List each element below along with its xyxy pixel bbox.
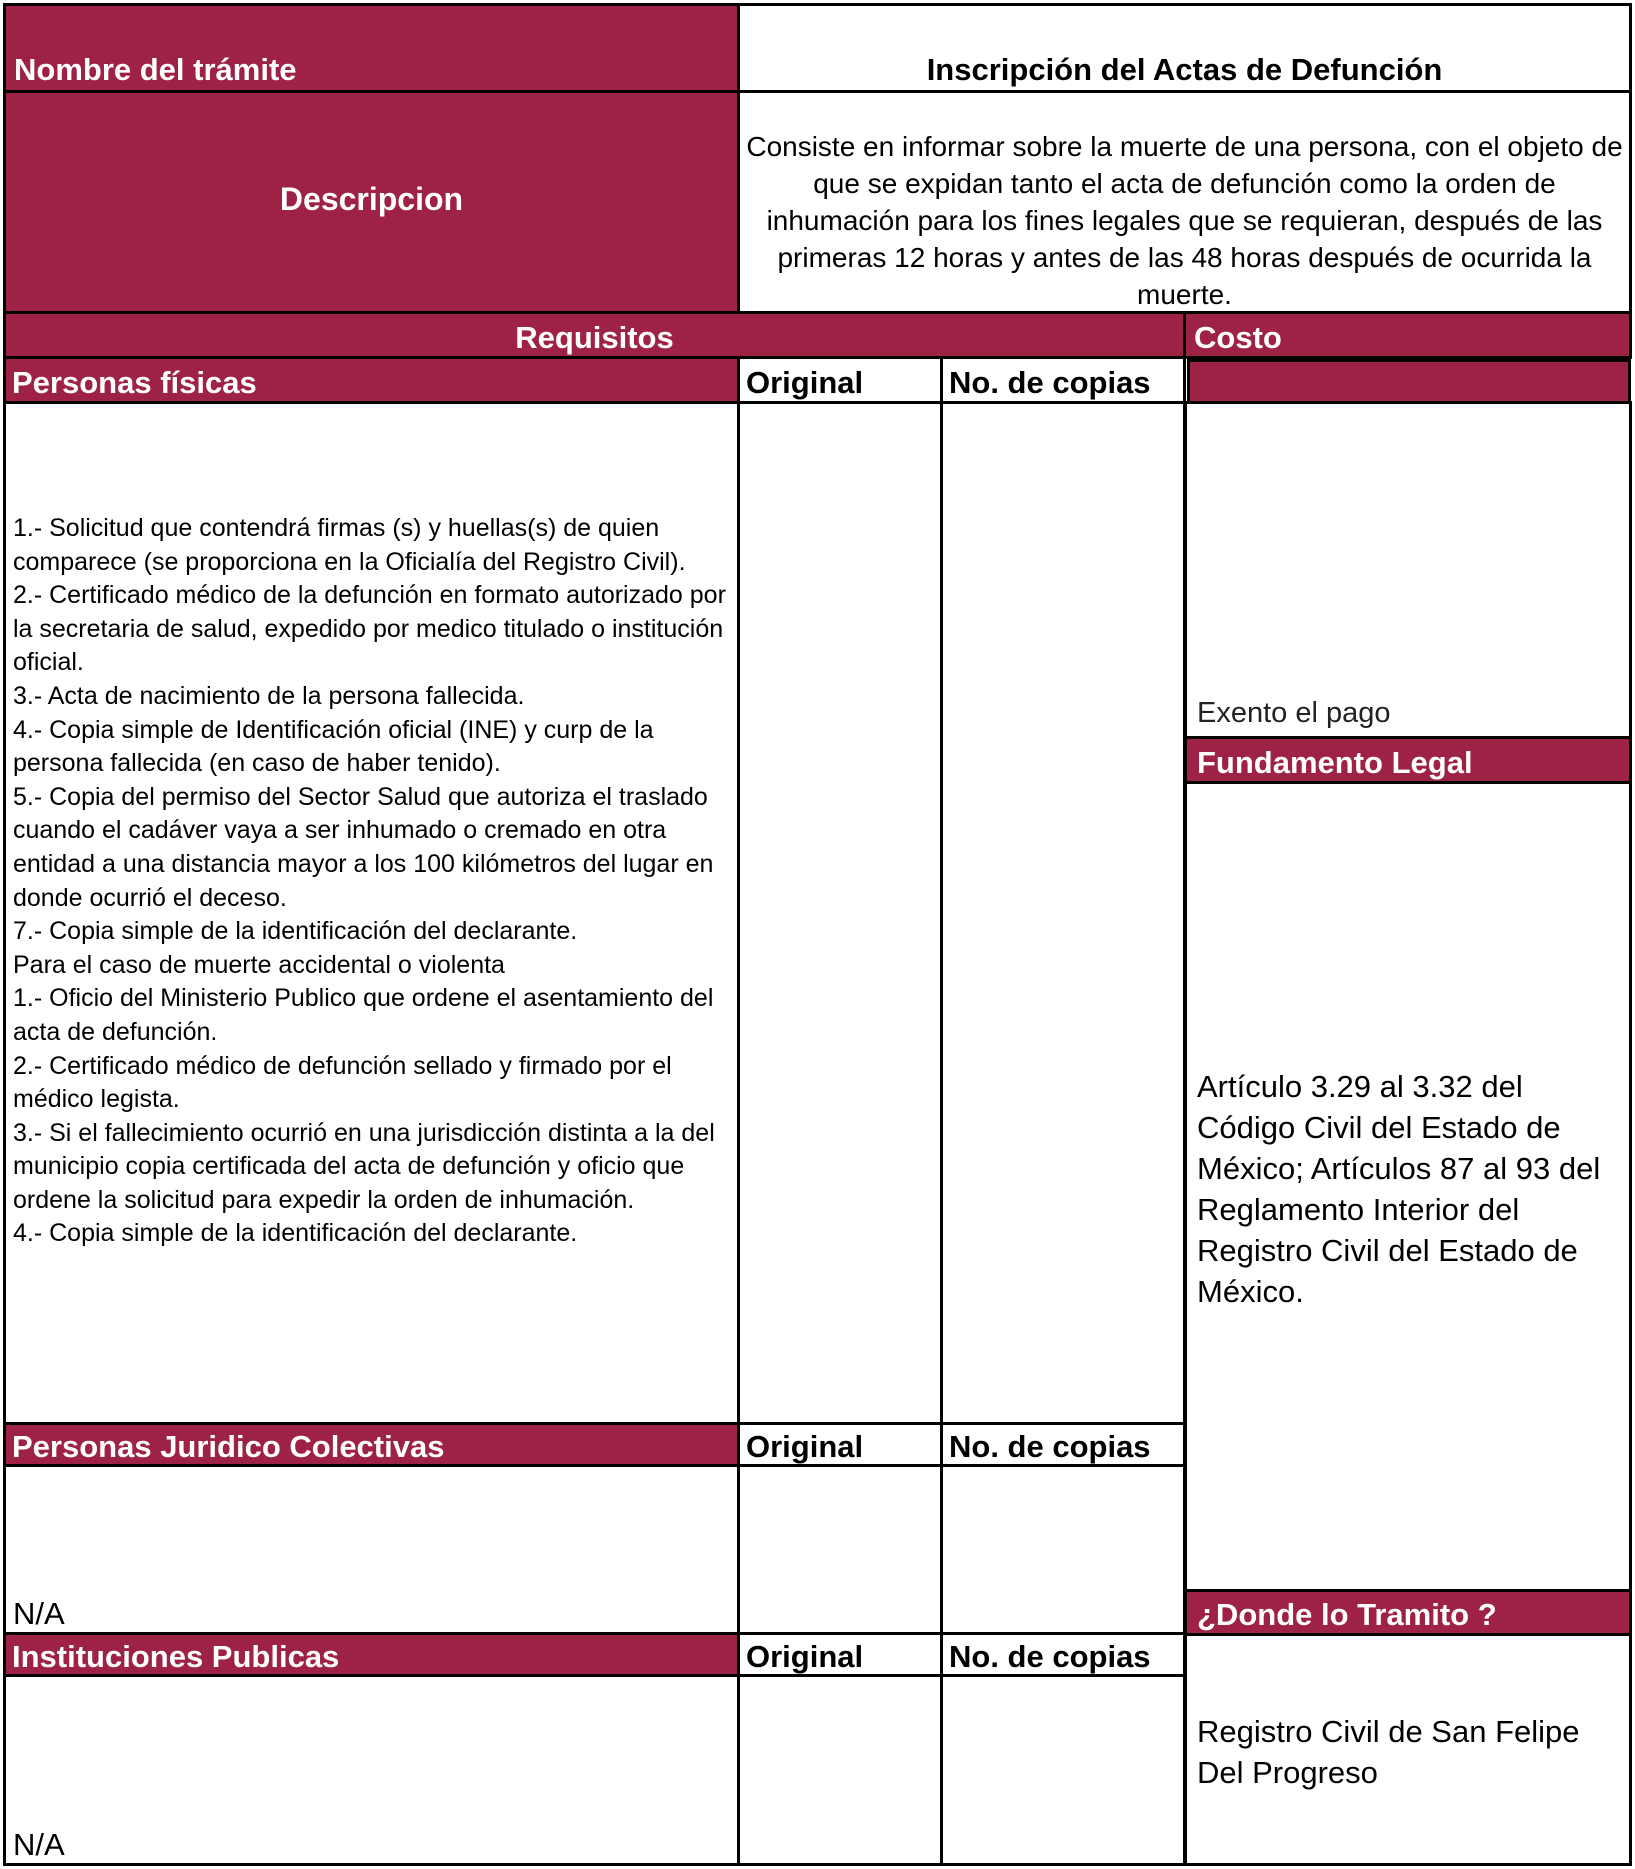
requirement-line: 2.- Certificado médico de defunción sellado y firmado por el médico legista. [13,1051,672,1114]
tramite-name-value: Inscripción del Actas de Defunción [926,52,1443,87]
tramite-name-label-cell [3,3,740,93]
costo-value-cell [1184,401,1632,739]
juridicas-copias-header [940,1422,1186,1467]
description-label: Descripcion [279,181,464,217]
juridicas-original-label: Original [746,1429,864,1464]
juridicas-value-cell [3,1464,740,1635]
fisicas-original-label: Original [746,365,864,400]
juridicas-header [3,1422,740,1467]
requirement-line: Para el caso de muerte accidental o violenta [13,950,505,979]
fisicas-copias-label: No. de copias [949,365,1151,400]
personas-fisicas-title: Personas físicas [12,365,257,400]
costo-header [1183,311,1632,359]
instituciones-copias-header [940,1632,1186,1677]
description-label-cell [3,90,740,314]
instituciones-title: Instituciones Publicas [12,1639,340,1674]
fundamento-header [1184,736,1632,784]
juridicas-copias-cell [940,1464,1186,1635]
instituciones-original-header [737,1632,943,1677]
fisicas-copias-cell [940,401,1186,1425]
requirement-line: 2.- Certificado médico de la defunción en formato autorizado por la secretaria de salud, expedido por medico titulado o institución oficial. [13,581,726,677]
fisicas-original-header [737,356,943,404]
costo-title: Costo [1194,320,1282,355]
personas-fisicas-header [3,356,740,404]
donde-value-cell [1184,1633,1632,1866]
requisitos-title: Requisitos [515,320,674,355]
tramite-name-label: Nombre del trámite [14,52,297,87]
instituciones-header [3,1632,740,1677]
instituciones-original-label: Original [746,1639,864,1674]
donde-header [1184,1589,1632,1636]
fundamento-value-cell [1184,781,1632,1592]
costo-subheader [1187,359,1631,404]
juridicas-title: Personas Juridico Colectivas [12,1429,445,1464]
description-value: Consiste en informar sobre la muerte de una persona, con el objeto de que se expidan tanto el acta de defunción como la orden de inhumación para los fines legales que se requieran, después de las primeras 12 horas y antes de las 48 horas después de ocurrida la muerte. [746,131,1623,310]
requirement-line: 4.- Copia simple de la identificación del declarante. [13,1219,578,1248]
costo-value: Exento el pago [1197,697,1391,729]
requirement-line: 4.- Copia simple de Identificación oficial (INE) y curp de la persona fallecida (en caso de haber tenido). [13,715,654,778]
fundamento-title: Fundamento Legal [1197,745,1473,780]
requirement-line: 1.- Solicitud que contendrá firmas (s) y huellas(s) de quien comparece (se proporciona en la Oficialía del Registro Civil). [13,514,686,576]
fisicas-requirements-cell [3,401,740,1425]
description-value-cell [737,90,1632,314]
donde-title: ¿Donde lo Tramito ? [1197,1597,1497,1632]
instituciones-original-cell [737,1674,943,1866]
fundamento-value: Artículo 3.29 al 3.32 del Código Civil del Estado de México; Artículos 87 al 93 del Reglamento Interior del Registro Civil del Estado de México. [1197,1069,1601,1309]
fisicas-copias-header [940,356,1186,404]
juridicas-original-cell [737,1464,943,1635]
juridicas-original-header [737,1422,943,1467]
requirement-line: 3.- Acta de nacimiento de la persona fallecida. [13,681,525,710]
requirement-line: 1.- Oficio del Ministerio Publico que ordene el asentamiento del acta de defunción. [13,984,714,1046]
requirement-line: 5.- Copia del permiso del Sector Salud que autoriza el traslado cuando el cadáver vaya a ser inhumado o cremado en otra entidad a una distancia mayor a los 100 kilómetros del lugar en donde ocurrió el deceso. [13,782,714,912]
fisicas-original-cell [737,401,943,1425]
juridicas-value: N/A [13,1596,65,1631]
juridicas-copias-label: No. de copias [949,1429,1151,1464]
instituciones-value-cell [3,1674,740,1866]
requisitos-header [3,311,1186,359]
fisicas-requirements-list [13,512,733,1251]
requirement-line: 3.- Si el fallecimiento ocurrió en una jurisdicción distinta a la del municipio copia certificada del acta de defunción y oficio que ordene la solicitud para expedir la orden de inhumación. [13,1118,715,1214]
tramite-name-value-cell [737,3,1632,93]
instituciones-copias-cell [940,1674,1186,1866]
instituciones-value: N/A [13,1827,65,1862]
donde-value: Registro Civil de San Felipe Del Progreso [1197,1714,1580,1790]
instituciones-copias-label: No. de copias [949,1639,1151,1674]
requirement-line: 7.- Copia simple de la identificación del declarante. [13,917,578,946]
